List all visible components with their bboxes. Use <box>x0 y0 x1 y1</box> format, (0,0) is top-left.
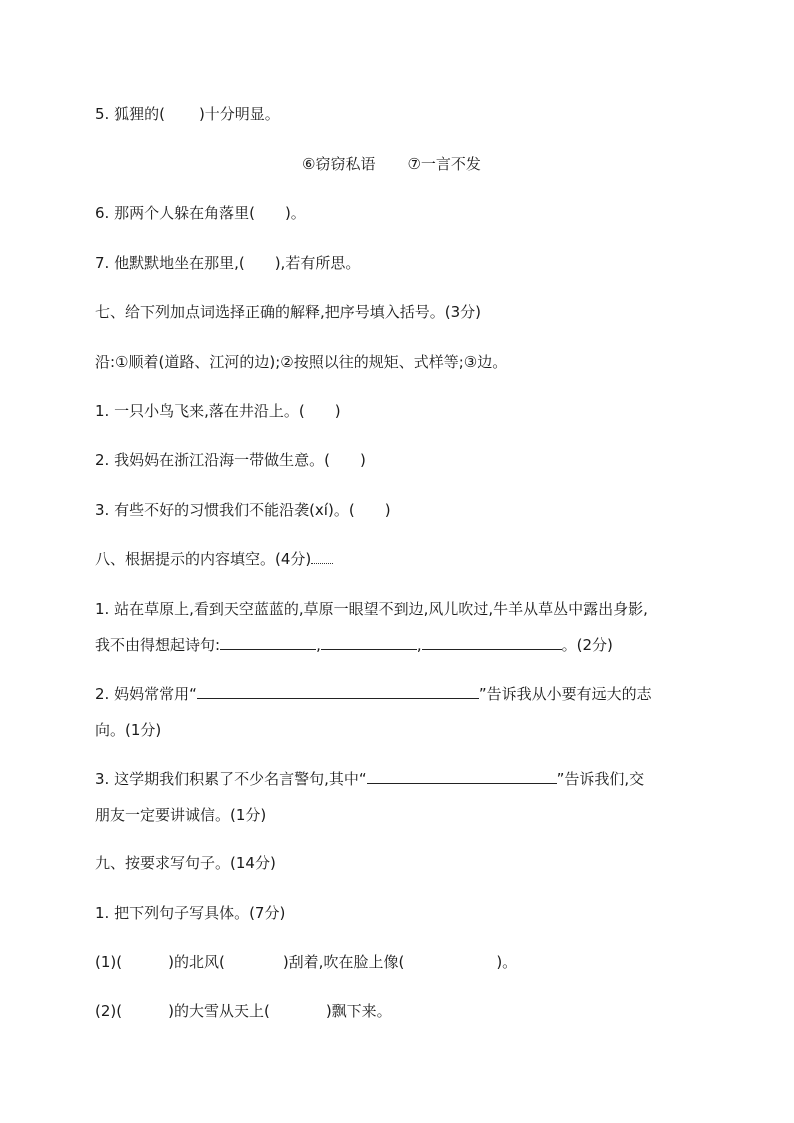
section-9-item-1: 1. 把下列句子写具体。(7分) <box>95 904 286 922</box>
section-8-title-text: 八、根据提示的内容填空。(4分) <box>95 550 312 568</box>
question-5 <box>95 104 280 124</box>
question-6-text-pre: 6. 那两个人躲在角落里( <box>95 204 255 222</box>
question-5-text-post: )十分明显。 <box>198 105 280 123</box>
section-8-item-3-line-2: 朋友一定要讲诚信。(1分) <box>95 806 267 824</box>
proverb-blank[interactable] <box>197 684 479 699</box>
section-7-title: 七、给下列加点词选择正确的解释,把序号填入括号。(3分) <box>95 303 482 321</box>
section-8-title <box>95 549 333 569</box>
item-text-post: ) <box>359 451 366 469</box>
item-text-pre: 2. 我妈妈在浙江沿海一带做生意。( <box>95 451 330 469</box>
item-text-post: ) <box>334 402 341 420</box>
item-text-pre: 1. 一只小鸟飞来,落在井沿上。( <box>95 402 305 420</box>
section-8-item-2-line-1 <box>95 684 652 704</box>
poem-blank-3[interactable] <box>422 635 562 650</box>
dotted-mark <box>311 551 333 564</box>
item-text-pre: 3. 这学期我们积累了不少名言警句,其中“ <box>95 770 367 788</box>
item-text-post: ”告诉我从小要有远大的志 <box>478 685 652 703</box>
section-7-item-1 <box>95 401 341 421</box>
poem-blank-1[interactable] <box>220 635 316 650</box>
section-9-sub-2: (2)( )的大雪从天上( )飘下来。 <box>95 1002 392 1020</box>
section-7-item-3 <box>95 500 391 520</box>
question-6 <box>95 203 306 223</box>
question-6-text-post: )。 <box>284 204 306 222</box>
section-7-item-2 <box>95 450 366 470</box>
option-7: ⑦一言不发 <box>407 155 481 173</box>
section-9-title: 九、按要求写句子。(14分) <box>95 854 276 872</box>
item-text-pre: 3. 有些不好的习惯我们不能沿袭(xí)。( <box>95 501 355 519</box>
option-row <box>302 154 481 174</box>
section-8-item-1-line-1: 1. 站在草原上,看到天空蓝蓝的,草原一眼望不到边,风儿吹过,牛羊从草丛中露出身影, <box>95 600 648 618</box>
section-8-item-2-line-2: 向。(1分) <box>95 721 162 739</box>
section-7-definition: 沿:①顺着(道路、江河的边);②按照以往的规矩、式样等;③边。 <box>95 353 508 371</box>
section-8-item-1-line-2: 我不由得想起诗句: , , 。(2分) <box>95 636 613 654</box>
item-text-post: ”告诉我们,交 <box>556 770 645 788</box>
section-9-sub-1: (1)( )的北风( )刮着,吹在脸上像( )。 <box>95 953 518 971</box>
question-7 <box>95 253 360 273</box>
question-7-text-pre: 7. 他默默地坐在那里,( <box>95 254 245 272</box>
item-text-pre: 2. 妈妈常常用“ <box>95 685 197 703</box>
item-text-pre: 我不由得想起诗句: <box>95 636 221 654</box>
option-6: ⑥窃窃私语 <box>302 155 376 173</box>
item-text-post: ) <box>384 501 391 519</box>
section-8-item-3-line-1 <box>95 769 644 789</box>
question-7-text-post: ),若有所思。 <box>274 254 361 272</box>
poem-blank-2[interactable] <box>321 635 417 650</box>
question-5-text-pre: 5. 狐狸的( <box>95 105 165 123</box>
item-text-post: 。(2分) <box>561 636 613 654</box>
quote-blank[interactable] <box>367 769 557 784</box>
